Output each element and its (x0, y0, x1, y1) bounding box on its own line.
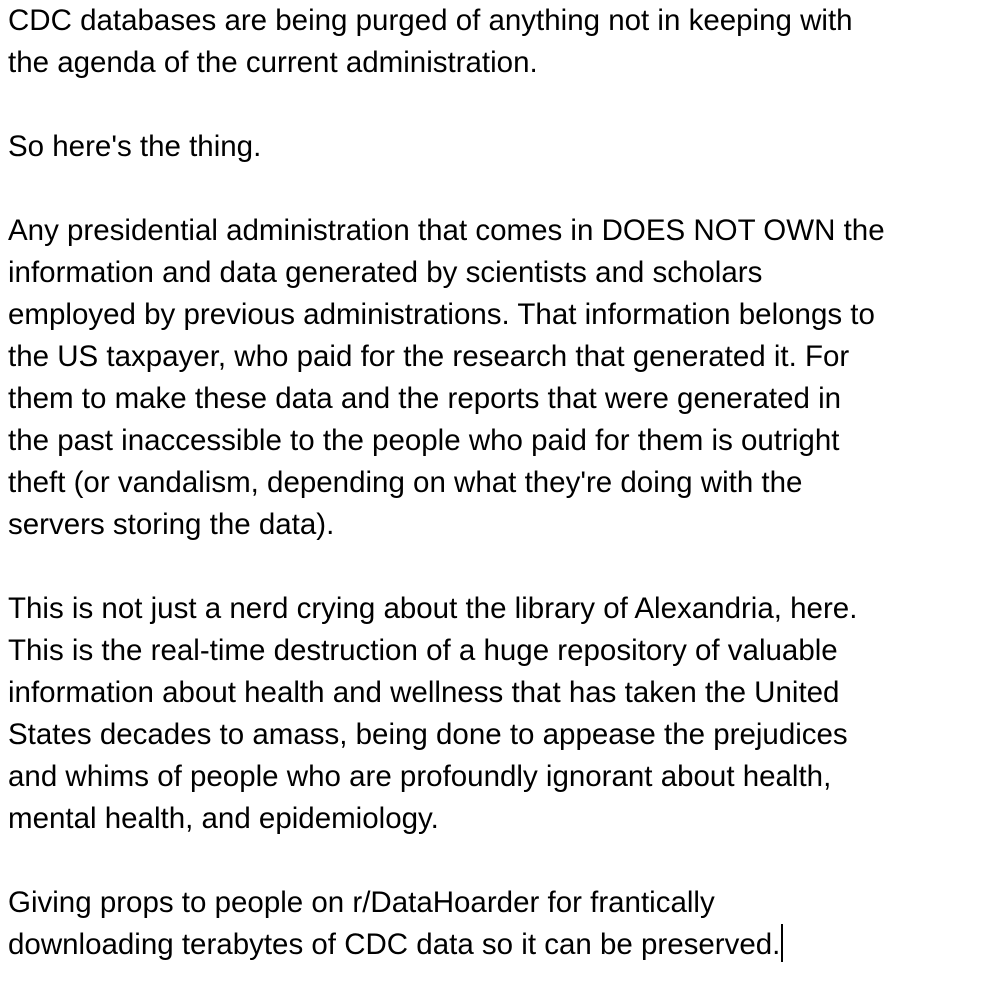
text-line: the agenda of the current administration. (8, 46, 538, 79)
text-line: Giving props to people on r/DataHoarder for frantically (8, 886, 715, 919)
text-line: servers storing the data). (8, 508, 335, 541)
note-text-editor[interactable] (8, 0, 992, 966)
text-line: them to make these data and the reports that were generated in (8, 382, 842, 415)
text-line: Any presidential administration that comes in DOES NOT OWN the (8, 214, 885, 247)
text-line: States decades to amass, being done to appease the prejudices (8, 718, 848, 751)
paragraph-destruction (8, 588, 992, 840)
text-line: and whims of people who are profoundly ignorant about health, (8, 760, 832, 793)
text-line: the past inaccessible to the people who paid for them is outright (8, 424, 840, 457)
text-line: CDC databases are being purged of anything not in keeping with (8, 4, 853, 37)
text-line: This is the real-time destruction of a huge repository of valuable (8, 634, 838, 667)
text-line: information about health and wellness that has taken the United (8, 676, 840, 709)
text-line-last (8, 924, 992, 966)
text-line: employed by previous administrations. That information belongs to (8, 298, 875, 331)
text-line: theft (or vandalism, depending on what they're doing with the (8, 466, 803, 499)
paragraph-thing (8, 126, 992, 168)
text-line: mental health, and epidemiology. (8, 802, 439, 835)
text-line-content: downloading terabytes of CDC data so it can be preserved. (8, 928, 781, 961)
text-line: So here's the thing. (8, 130, 262, 163)
text-line: information and data generated by scientists and scholars (8, 256, 763, 289)
paragraph-ownership (8, 210, 992, 546)
text-line: This is not just a nerd crying about the library of Alexandria, here. (8, 592, 858, 625)
text-line: the US taxpayer, who paid for the research that generated it. For (8, 340, 850, 373)
paragraph-intro (8, 0, 992, 84)
text-cursor (781, 924, 783, 962)
paragraph-props (8, 882, 992, 966)
